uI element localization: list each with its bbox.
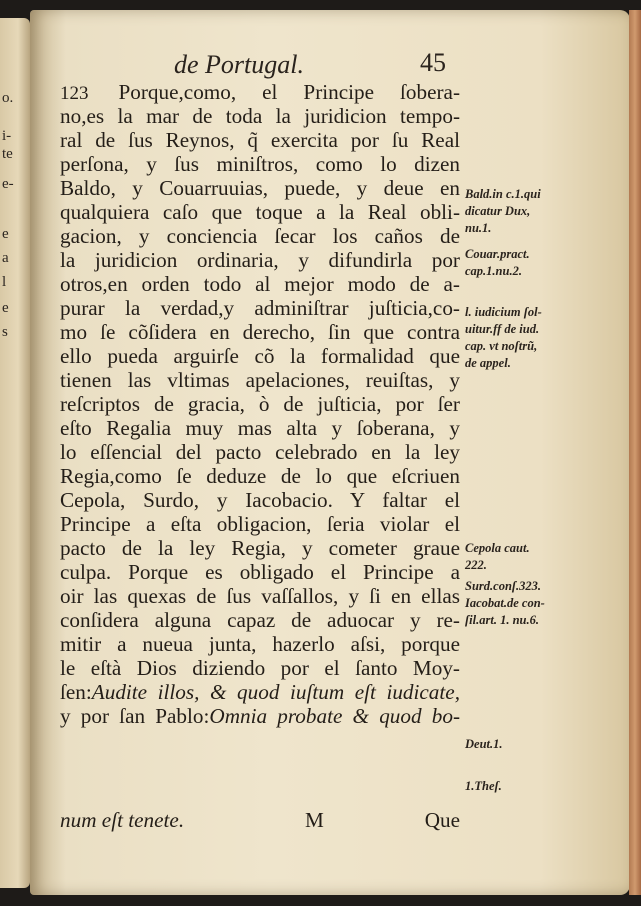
text-line: qualquiera caſo que toque a la Real obli- [60,200,460,224]
text-line: y por ſan Pablo:Omnia probate & quod bo- [60,704,461,728]
text-line: ello pueda arguirſe cõ la formalidad que [60,344,460,368]
text-line: conſidera alguna capaz de aduocar y re- [60,608,460,632]
body-text [60,80,460,728]
text-line: perſona, y ſus miniſtros, como lo dizen [60,152,460,176]
page-footer [60,808,460,834]
text-line: Baldo, y Couarruuias, puede, y deue en [60,176,460,200]
left-page-fragment: i- [2,128,12,144]
text-line: mitir a nueua junta, hazerlo aſsi, porque [60,632,460,656]
left-page-fragment: te [2,146,13,162]
latin-quotation: Omnia probate & quod bo- [209,704,461,728]
margin-note: Cepola caut. 222. [465,541,530,572]
signature-mark: M [305,808,324,832]
text-line: eſto Regalia muy mas alta y ſoberana, y [60,416,460,440]
margin-note: Deut.1. [465,737,503,751]
text-line: 123 Porque,como, el Principe ſobera- [60,80,460,104]
text-line: Regia,como ſe deduze de lo que eſcriuen [60,464,460,488]
left-page-fragment: o. [2,90,14,106]
text-line: no,es la mar de toda la juridicion tempo- [60,104,460,128]
text-line: pacto de la ley Regia, y cometer graue [60,536,460,560]
text-line: la juridicion ordinaria, y difundirla por [60,248,460,272]
margin-note: Bald.in c.1.qui dicatur Dux, nu.1. [465,187,541,235]
page-number: 45 [420,48,446,77]
left-page-fragment: l [2,274,7,290]
text-line: lo eſſencial del pacto celebrado en la ley [60,440,460,464]
text-line: purar la verdad,y adminiſtrar juſticia,co- [60,296,460,320]
text-line: ral de ſus Reynos, q̃ exercita por ſu Real [60,128,460,152]
page-header [170,50,470,82]
left-page-fragment: a [2,250,9,266]
text-line: le eſtà Dios diziendo por el ſanto Moy- [60,656,460,680]
text-line: Principe a eſta obligacion, ſeria violar el [60,512,460,536]
text-line: tienen las vltimas apelaciones, reuiſtas, y [60,368,460,392]
text-line: reſcriptos de gracia, ò de juſticia, por ſer [60,392,460,416]
latin-quotation: Audite illos, & quod iuſtum eſt iudicate, [91,680,460,704]
margin-note: 1.Theſ. [465,779,502,793]
page-edge-stain [629,10,641,895]
running-head: de Portugal. [174,50,304,79]
text-line: culpa. Porque es obligado el Principe a [60,560,460,584]
facing-page-edge [0,18,30,888]
paragraph-number: 123 [60,83,89,104]
left-page-fragment: e [2,226,9,242]
left-page-fragment: e [2,300,9,316]
left-page-fragment: s [2,324,8,340]
text-line: mo ſe cõſidera en derecho, ſin que contra [60,320,460,344]
text-line: Cepola, Surdo, y Iacobacio. Y faltar el [60,488,460,512]
text-line: otros,en orden todo al mejor modo de a- [60,272,460,296]
left-page-fragment: e- [2,176,14,192]
text-line: gacion, y conciencia ſecar los caños de [60,224,460,248]
text-line: ſen:Audite illos, & quod iuſtum eſt iudicate, [60,680,460,704]
text-line-final: num eſt tenete. [60,808,185,832]
margin-note: Couar.pract. cap.1.nu.2. [465,247,530,278]
margin-note: l. iudicium ſol- uitur.ff de iud. cap. vt noſtrũ, de appel. [465,305,542,370]
margin-note: Surd.conſ.323. Iacobat.de con- ſil.art. 1. nu.6. [465,579,545,627]
text-line: oir las quexas de ſus vaſſallos, y ſi en ellas [60,584,460,608]
catchword: Que [424,808,460,832]
